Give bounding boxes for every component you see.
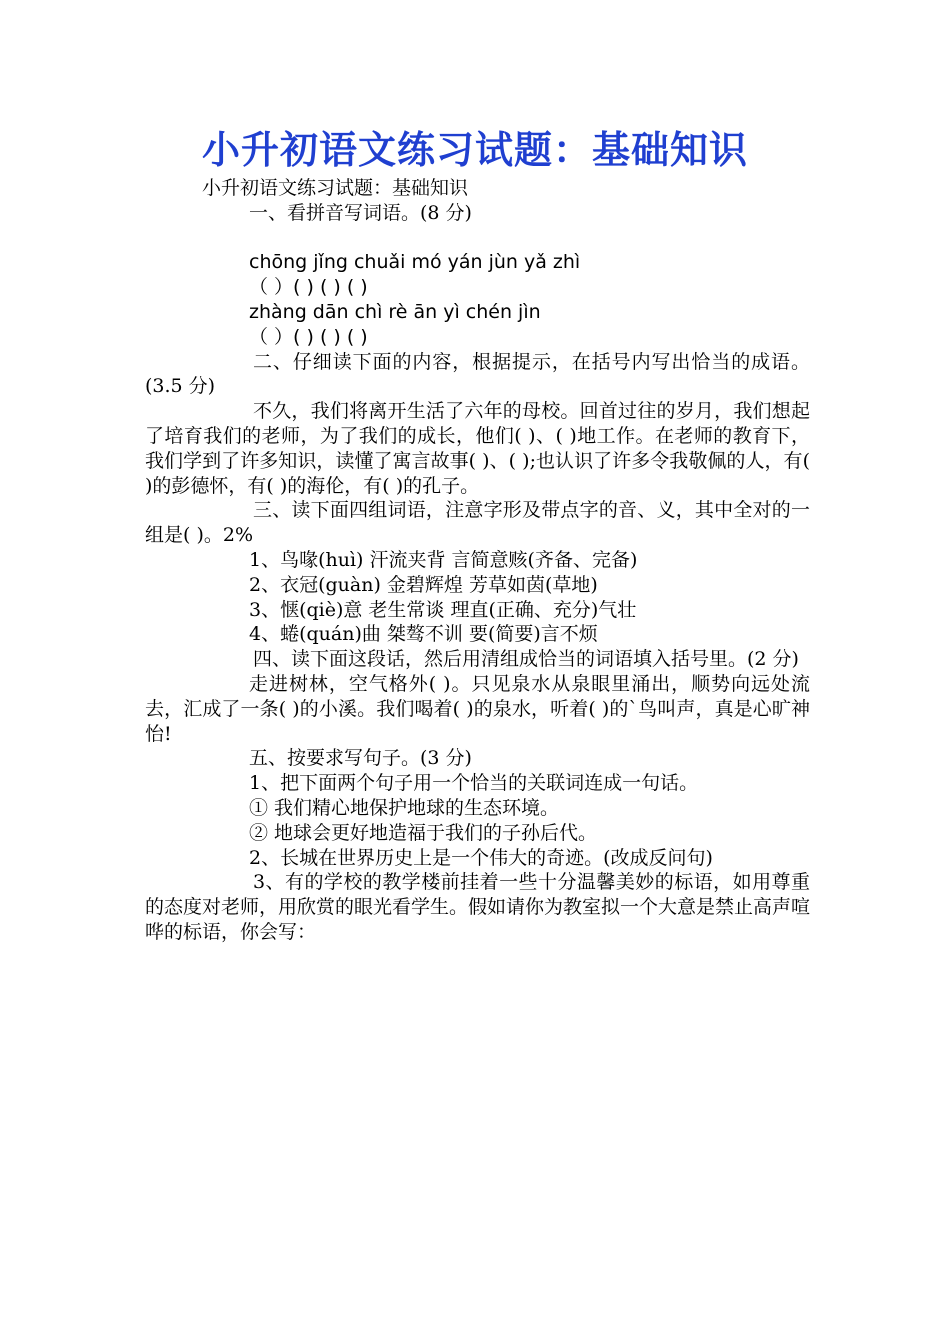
pinyin-line-2: zhàng dān chì rè ān yì chén jìn	[249, 300, 541, 323]
list-item: 2、衣冠(guàn) 金碧辉煌 芳草如茵(草地)	[249, 573, 598, 596]
list-item: 3、惬(qiè)意 老生常谈 理直(正确、充分)气壮	[249, 598, 637, 621]
section-5-heading: 五、按要求写句子。(3 分)	[249, 747, 472, 770]
section-4-heading: 四、读下面这段话，然后用清组成恰当的词语填入括号里。(2 分)	[253, 648, 799, 671]
section-2-heading: 二、仔细读下面的内容，根据提示，在括号内写出恰当的成语。(3.5 分)	[145, 350, 810, 398]
section-2-body: 不久，我们将离开生活了六年的母校。回首过往的岁月，我们想起了培育我们的老师，为了我们的成长，他们( )、( )地工作。在老师的教育下，我们学到了许多知识，读懂了寓言故事( )、( );也认识了许多令我敬佩的人，有( )的彭德怀，有( )的海伦，有( )的孔子。	[145, 400, 810, 497]
document-subtitle: 小升初语文练习试题：基础知识	[202, 177, 469, 199]
blank-line	[145, 226, 810, 251]
section-5-item-1b: ② 地球会更好地造福于我们的子孙后代。	[249, 821, 598, 844]
section-3-heading: 三、读下面四组词语，注意字形及带点字的音、义，其中全对的一组是( )。2%	[145, 499, 810, 547]
section-4-body: 走进树林，空气格外( )。只见泉水从泉眼里涌出，顺势向远处流去，汇成了一条( )的小溪。我们喝着( )的泉水，听着( )的`鸟叫声，真是心旷神怡!	[145, 672, 810, 745]
answer-brackets-1: （ ）( ) ( ) ( )	[249, 276, 368, 299]
list-item: 1、鸟喙(huì) 汗流夹背 言简意赅(齐备、完备)	[249, 548, 638, 571]
document-title: 小升初语文练习试题：基础知识	[201, 127, 748, 172]
answer-brackets-2: （ ）( ) ( ) ( )	[249, 325, 368, 348]
list-item: 4、蜷(quán)曲 桀骜不训 要(简要)言不烦	[249, 623, 598, 646]
document-body	[145, 176, 810, 945]
section-5-item-1a: ① 我们精心地保护地球的生态环境。	[249, 796, 560, 819]
pinyin-line-1: chōng jǐng chuǎi mó yán jùn yǎ zhì	[249, 251, 581, 274]
section-5-item-1: 1、把下面两个句子用一个恰当的关联词连成一句话。	[249, 772, 699, 795]
section-5-item-2: 2、长城在世界历史上是一个伟大的奇迹。(改成反问句)	[249, 846, 713, 869]
section-1-heading: 一、看拼音写词语。(8 分)	[249, 201, 472, 224]
section-5-item-3: 3、有的学校的教学楼前挂着一些十分温馨美妙的标语，如用尊重的态度对老师，用欣赏的眼光看学生。假如请你为教室拟一个大意是禁止高声喧哗的标语，你会写：	[145, 871, 811, 943]
